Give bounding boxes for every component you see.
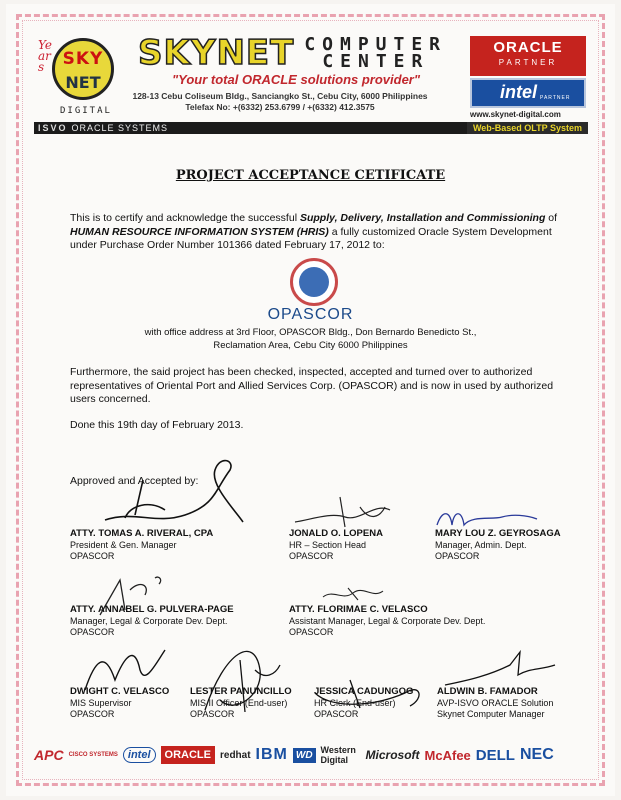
brand-wordmark [138, 34, 447, 72]
acceptance-paragraph: Furthermore, the said project has been checked, inspected, accepted and turned over to authorized representatives of Oriental Port and Allied Services Corp. (OPASCOR) and is now in used by authorized users concerned. [70, 366, 554, 405]
oracle-logo: ORACLE [161, 746, 215, 764]
signatory-name: ALDWIN B. FAMADOR [437, 686, 538, 697]
redhat-logo: redhat [219, 749, 251, 761]
intel-partner-label: PARTNER [540, 95, 571, 101]
signatory-pulvera [70, 604, 234, 639]
client-name: OPASCOR [267, 306, 354, 323]
mcafee-logo: McAfee [424, 747, 471, 763]
signatory-lopena [289, 528, 383, 563]
signatory-name: LESTER PANUNCILLO [190, 686, 292, 697]
signature-velasco-f [318, 585, 408, 605]
signatory-name: DWIGHT C. VELASCO [70, 686, 170, 697]
intel-label: intel [500, 82, 538, 102]
telefax-line: Telefax No: +(6332) 253.6799 / +(6332) 412.3575 [185, 102, 375, 112]
signatory-velasco-d [70, 686, 169, 721]
apc-logo: APC [34, 747, 64, 763]
signatory-velasco-f [289, 604, 485, 639]
signatory-name: ATTY. TOMAS A. RIVERAL, CPA [70, 528, 214, 539]
signatory-title: HR – Section Head [289, 539, 367, 550]
wd-logo: WD [293, 748, 316, 763]
western-digital-logo: Western Digital [320, 745, 356, 765]
signatory-title: Manager, Admin. Dept. [435, 539, 527, 550]
address-line: 128-13 Cebu Coliseum Bldg., Sanciangko St., Cebu City, 6000 Philippines [132, 91, 428, 101]
logo-top-text: SKY [62, 49, 104, 69]
para1-b: Supply, Delivery, Installation and Commissioning [299, 212, 546, 224]
signatory-org: OPASCOR [435, 551, 480, 561]
signatory-org: OPASCOR [289, 627, 334, 637]
brand-main: SKYNET [138, 33, 295, 73]
client-address-line2: Reclamation Area, Cebu City 6000 Philippines [213, 340, 408, 351]
client-address [0, 326, 621, 352]
intel-logo: intel [123, 747, 156, 763]
signatory-org: OPASCOR [190, 709, 235, 719]
document-title [0, 168, 621, 183]
signatory-riveral [70, 528, 213, 563]
cisco-logo: CISCO SYSTEMS [68, 752, 118, 758]
signatory-org: OPASCOR [70, 709, 115, 719]
oracle-partner-badge [470, 36, 586, 76]
signatory-org: OPASCOR [70, 551, 115, 561]
years-text: Years [38, 38, 52, 74]
signatory-org: OPASCOR [314, 709, 359, 719]
dell-logo: DELL [475, 746, 515, 764]
digital-label: DIGITAL [60, 106, 112, 116]
signatory-cadungog [314, 686, 413, 721]
done-date: Done this 19th day of February 2013. [70, 419, 244, 431]
skynet-logo-icon [52, 38, 114, 100]
signatory-name: JESSICA CADUNGOG [314, 686, 414, 697]
client-address-line1: with office address at 3rd Floor, OPASCOR Bldg., Don Bernardo Benedicto St., [144, 327, 477, 338]
oracle-partner-label: PARTNER [498, 58, 558, 67]
signatory-geyrosaga [435, 528, 561, 563]
signature-lopena [290, 492, 400, 532]
header-bar [34, 122, 588, 134]
brand-sub [304, 36, 447, 70]
opascor-logo-icon [290, 258, 338, 306]
approved-label: Approved and Accepted by: [70, 475, 199, 487]
opascor-logo-inner [299, 267, 329, 297]
signatory-title: MIS II Officer (End-user) [190, 697, 288, 708]
signatory-name: MARY LOU Z. GEYROSAGA [435, 528, 561, 539]
certification-paragraph [70, 212, 565, 253]
signatory-panuncillo [190, 686, 292, 721]
signatory-name: ATTY. ANNABEL G. PULVERA-PAGE [70, 604, 234, 615]
signatory-name: ATTY. FLORIMAE C. VELASCO [289, 604, 428, 615]
microsoft-logo: Microsoft [365, 748, 420, 762]
signatory-org: OPASCOR [289, 551, 334, 561]
company-address [130, 91, 430, 113]
signature-famador [440, 650, 560, 690]
para1-e: a fully customized Oracle System Development under Purchase Order Number 101366 dated February 17, 2012 to: [70, 225, 552, 251]
nec-logo: NEC [519, 746, 554, 763]
signatory-title: AVP-ISVO ORACLE Solution [437, 697, 554, 708]
tagline: "Your total ORACLE solutions provider" [172, 72, 421, 87]
signatory-title: Manager, Legal & Corporate Dev. Dept. [70, 615, 228, 626]
brand-sub-center: CENTER [322, 51, 430, 72]
intel-partner-badge [470, 78, 586, 108]
logo-bottom-text: NET [65, 73, 101, 92]
signatory-title: Assistant Manager, Legal & Corporate Dev. Dept. [289, 615, 486, 626]
website: www.skynet-digital.com [470, 110, 561, 119]
bar-oltp: Web-Based OLTP System [467, 122, 588, 134]
signatory-name: JONALD O. LOPENA [289, 528, 383, 539]
para1-c: of [545, 212, 558, 224]
signature-riveral [95, 450, 245, 530]
signatory-org: Skynet Computer Manager [437, 709, 545, 719]
signatory-title: MIS Supervisor [70, 697, 132, 708]
bar-isvo: ISVO [38, 123, 68, 133]
oracle-label: ORACLE [493, 39, 563, 56]
signatory-org: OPASCOR [70, 627, 115, 637]
ibm-logo: IBM [255, 746, 288, 763]
partner-logos-footer [34, 740, 590, 770]
para1-a: This is to certify and acknowledge the successful [70, 212, 300, 224]
signatory-title: HR Clerk (End-user) [314, 697, 396, 708]
para1-d: HUMAN RESOURCE INFORMATION SYSTEM (HRIS) [70, 225, 329, 238]
document-title-text: PROJECT ACCEPTANCE CETIFICATE [175, 168, 446, 183]
bar-oracle-systems: ORACLE SYSTEMS [71, 123, 169, 133]
signatory-title: President & Gen. Manager [70, 539, 177, 550]
brand-sub-computer: COMPUTER [304, 34, 448, 55]
signatory-famador [437, 686, 553, 721]
